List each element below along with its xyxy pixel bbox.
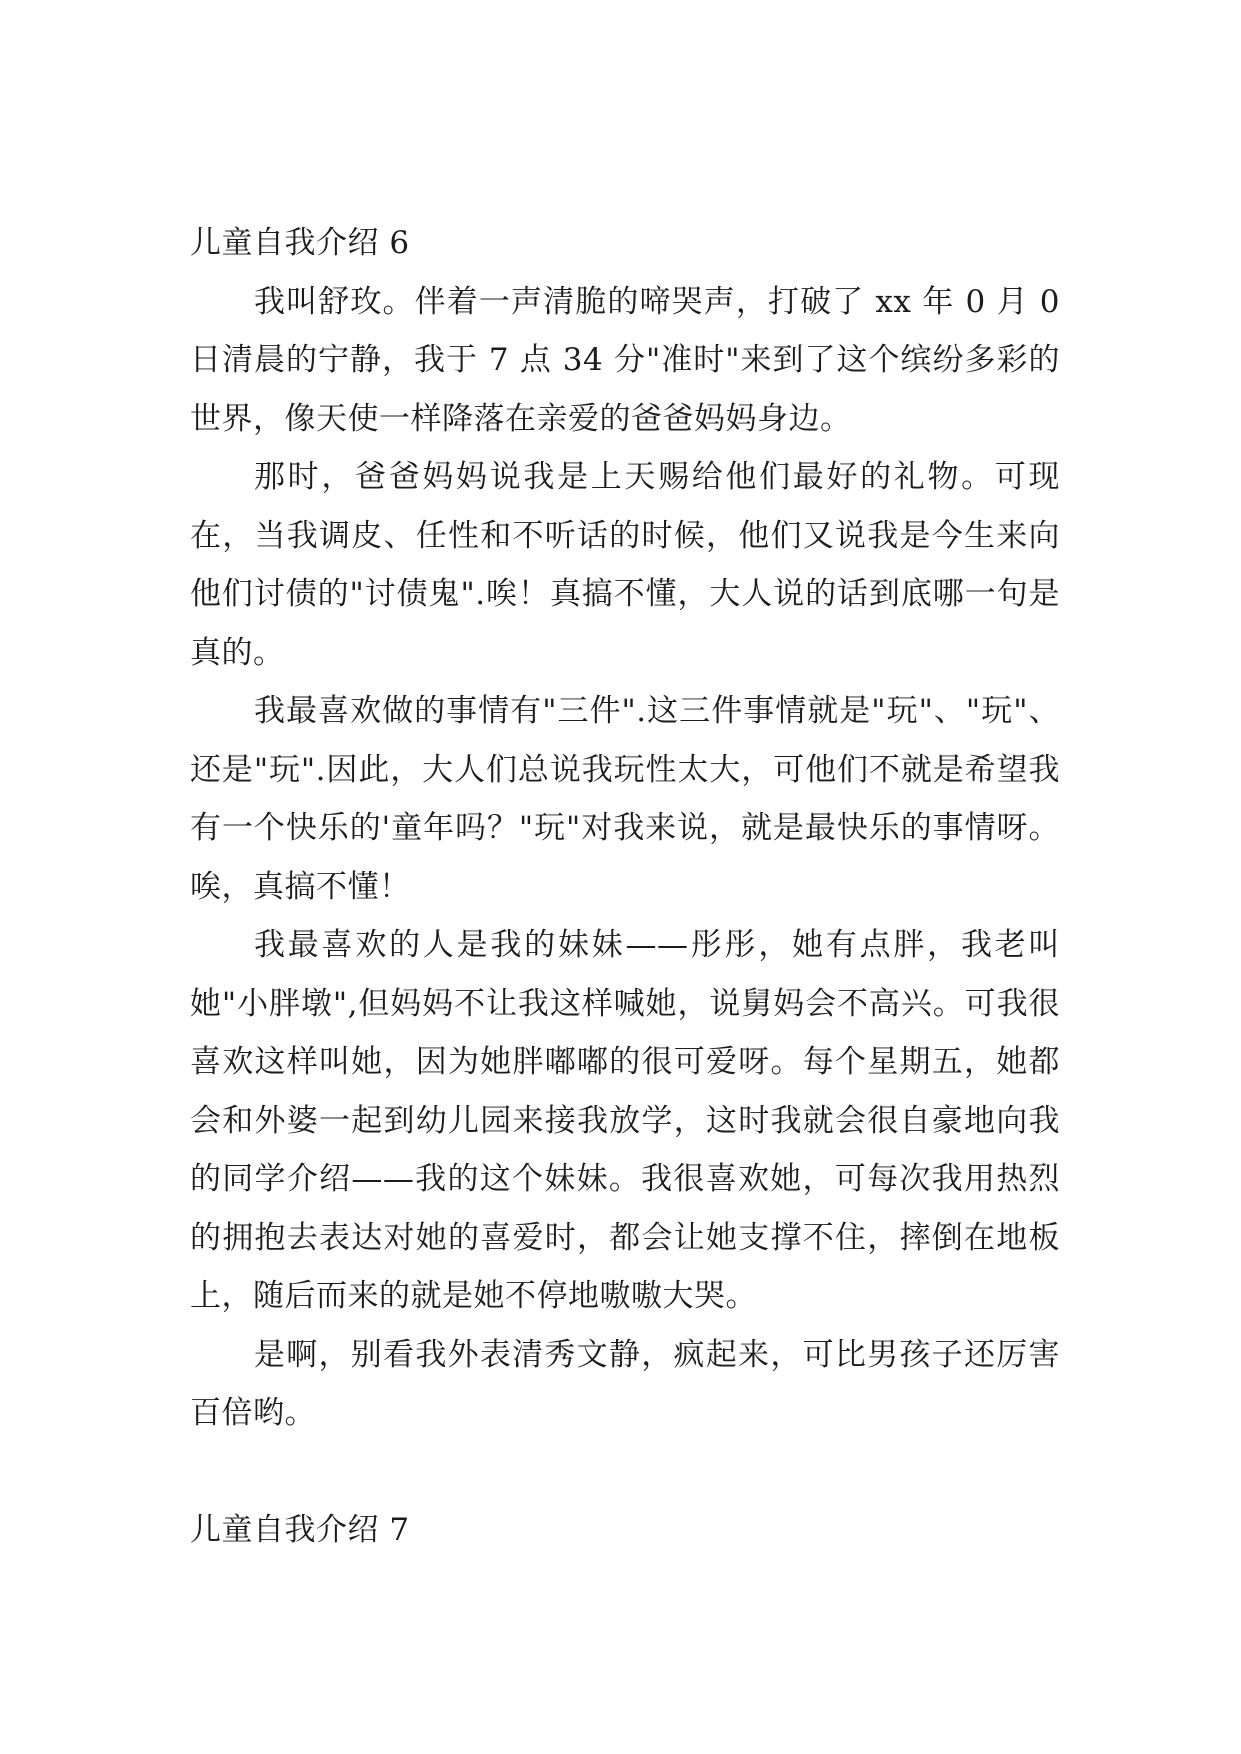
section-6-paragraph-3: 我最喜欢做的事情有"三件".这三件事情就是"玩"、"玩"、还是"玩".因此，大人们总说我玩性太大，可他们不就是希望我有一个快乐的'童年吗？"玩"对我来说，就是最快乐的事情呀。唉，真搞不懂！ [190,693,1060,905]
section-7-title: 儿童自我介绍 7 [190,1512,410,1548]
section-6-paragraph-1: 我叫舒玫。伴着一声清脆的啼哭声，打破了 xx 年 0 月 0 日清晨的宁静，我于 7 点 34 分"准时"来到了这个缤纷多彩的世界，像天使一样降落在亲爱的爸爸妈妈身边。 [190,283,1060,437]
section-6-paragraph-4: 我最喜欢的人是我的妹妹——彤彤，她有点胖，我老叫她"小胖墩",但妈妈不让我这样喊她，说舅妈会不高兴。可我很喜欢这样叫她，因为她胖嘟嘟的很可爱呀。每个星期五，她都会和外婆一起到幼儿园来接我放学，这时我就会很自豪地向我的同学介绍——我的这个妹妹。我很喜欢她，可每次我用热烈的拥抱去表达对她的喜爱时，都会让她支撑不住，摔倒在地板上，随后而来的就是她不停地嗷嗷大哭。 [190,927,1060,1314]
section-6-paragraph-5: 是啊，别看我外表清秀文静，疯起来，可比男孩子还厉害百倍哟。 [190,1336,1060,1431]
document-body [190,214,1060,1560]
section-6-paragraph-2: 那时，爸爸妈妈说我是上天赐给他们最好的礼物。可现在，当我调皮、任性和不听话的时候，他们又说我是今生来向他们讨债的"讨债鬼".唉！真搞不懂，大人说的话到底哪一句是真的。 [190,459,1060,671]
section-spacer [190,1443,1060,1502]
section-6-title: 儿童自我介绍 6 [190,225,410,261]
